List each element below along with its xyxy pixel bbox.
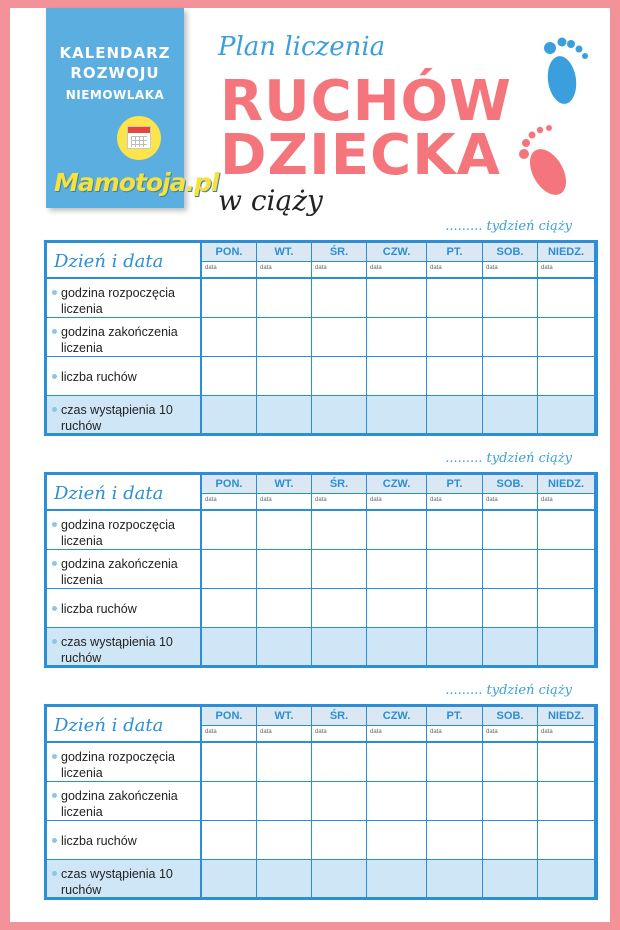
entry-cell [202,860,257,897]
entry-cell [538,628,595,665]
day-name: ŚR. [312,475,366,494]
bullet-dot [52,639,57,644]
row-label-text: godzina rozpoczęcia liczenia [61,518,175,548]
day-column-header [312,243,367,277]
table-row [47,782,595,821]
entry-cell [312,396,367,433]
day-name: ŚR. [312,243,366,262]
table-row [47,357,595,396]
day-date-label: data [260,265,272,271]
bullet-dot [52,407,57,412]
badge-line-2: ROZWOJU [70,64,160,82]
day-name: PON. [202,475,256,494]
entry-cell [312,743,367,781]
pink-footprint-icon [516,120,580,204]
bullet-dot [52,871,57,876]
day-date-label: data [430,265,442,271]
day-date-label: data [205,729,217,735]
entry-cell [257,589,312,627]
entry-cell [538,511,595,549]
day-name: CZW. [367,243,426,262]
bullet-dot [52,838,57,843]
day-column-header [367,707,427,741]
page-title-line-1: RUCHÓW [220,69,512,134]
entry-cell [483,396,538,433]
row-label-text: godzina zakończenia liczenia [61,557,178,587]
table-title: Dzień i data [47,475,202,509]
brand-logo: Mamotoja.pl [54,168,219,197]
table-row [47,550,595,589]
entry-cell [257,511,312,549]
bullet-dot [52,561,57,566]
entry-cell [483,821,538,859]
entry-cell [257,279,312,317]
entry-cell [538,279,595,317]
entry-cell [312,860,367,897]
entry-cell [367,821,427,859]
day-column-header [202,475,257,509]
counting-table [44,704,598,900]
page-title-line-3: w ciąży [218,184,323,217]
day-name: PT. [427,475,482,494]
day-date-label: data [205,265,217,271]
entry-cell [367,782,427,820]
entry-cell [367,589,427,627]
day-name: ŚR. [312,707,366,726]
entry-cell [427,782,483,820]
badge-line-3: NIEMOWLAKA [65,88,165,102]
day-name: NIEDZ. [538,243,594,262]
table-row [47,279,595,318]
day-column-header [367,475,427,509]
row-label [47,396,202,433]
day-date-label: data [260,729,272,735]
entry-cell [257,743,312,781]
entry-cell [367,396,427,433]
entry-cell [202,396,257,433]
entry-cell [367,511,427,549]
row-label [47,628,202,665]
day-date-label: data [430,729,442,735]
day-date-label: data [430,497,442,503]
entry-cell [312,357,367,395]
entry-cell [202,279,257,317]
day-column-header [538,243,595,277]
counting-table [44,472,598,668]
row-label [47,860,202,897]
entry-cell [367,550,427,588]
day-name: NIEDZ. [538,475,594,494]
day-column-header [257,475,312,509]
entry-cell [367,279,427,317]
entry-cell [257,318,312,356]
day-date-label: data [370,729,382,735]
entry-cell [202,782,257,820]
entry-cell [483,743,538,781]
table-row [47,318,595,357]
entry-cell [202,318,257,356]
entry-cell [483,511,538,549]
entry-cell [367,628,427,665]
day-date-label: data [486,729,498,735]
badge-line-1: KALENDARZ [59,44,171,62]
entry-cell [312,821,367,859]
entry-cell [312,318,367,356]
day-name: CZW. [367,707,426,726]
entry-cell [257,396,312,433]
day-date-label: data [486,497,498,503]
bullet-dot [52,329,57,334]
calendar-icon [117,116,161,160]
page-title-line-2: DZIECKA [220,123,502,188]
entry-cell [483,279,538,317]
day-date-label: data [315,265,327,271]
entry-cell [202,743,257,781]
entry-cell [367,357,427,395]
entry-cell [202,589,257,627]
entry-cell [202,550,257,588]
day-date-label: data [260,497,272,503]
week-of-pregnancy-label: ......... tydzień ciąży [445,219,572,234]
entry-cell [538,357,595,395]
day-name: SOB. [483,707,537,726]
entry-cell [427,743,483,781]
row-label [47,782,202,820]
entry-cell [367,743,427,781]
entry-cell [312,628,367,665]
bullet-dot [52,793,57,798]
day-column-header [427,243,483,277]
entry-cell [202,357,257,395]
poster-page [10,8,610,922]
table-row [47,860,595,897]
row-label-text: czas wystąpienia 10 ruchów [61,635,173,665]
entry-cell [427,318,483,356]
row-label [47,550,202,588]
day-column-header [202,707,257,741]
bullet-dot [52,606,57,611]
table-row [47,821,595,860]
counting-table [44,240,598,436]
entry-cell [367,318,427,356]
entry-cell [538,821,595,859]
entry-cell [538,396,595,433]
row-label-text: czas wystąpienia 10 ruchów [61,403,173,433]
entry-cell [427,821,483,859]
row-label [47,279,202,317]
entry-cell [538,589,595,627]
entry-cell [312,550,367,588]
entry-cell [427,589,483,627]
table-title: Dzień i data [47,707,202,741]
entry-cell [202,511,257,549]
table-row [47,396,595,433]
entry-cell [538,743,595,781]
entry-cell [367,860,427,897]
row-label-text: godzina zakończenia liczenia [61,789,178,819]
entry-cell [483,860,538,897]
entry-cell [538,318,595,356]
day-name: PON. [202,707,256,726]
day-name: CZW. [367,475,426,494]
entry-cell [538,860,595,897]
entry-cell [312,782,367,820]
day-date-label: data [370,265,382,271]
entry-cell [427,550,483,588]
day-column-header [312,475,367,509]
day-name: SOB. [483,475,537,494]
day-date-label: data [541,497,553,503]
entry-cell [427,511,483,549]
entry-cell [483,589,538,627]
day-name: PON. [202,243,256,262]
day-date-label: data [541,729,553,735]
entry-cell [427,396,483,433]
entry-cell [202,821,257,859]
day-date-label: data [205,497,217,503]
brand-badge [46,8,219,208]
bullet-dot [52,290,57,295]
entry-cell [483,628,538,665]
entry-cell [312,589,367,627]
entry-cell [312,279,367,317]
day-column-header [483,475,538,509]
day-name: PT. [427,243,482,262]
entry-cell [202,628,257,665]
page-subtitle: Plan liczenia [218,32,386,62]
blue-footprint-icon [540,32,594,112]
week-of-pregnancy-label: ......... tydzień ciąży [445,683,572,698]
table-header [47,475,595,511]
day-column-header [483,707,538,741]
table-row [47,628,595,665]
day-column-header [538,475,595,509]
entry-cell [427,860,483,897]
table-row [47,743,595,782]
bullet-dot [52,754,57,759]
day-column-header [257,707,312,741]
day-date-label: data [541,265,553,271]
bullet-dot [52,522,57,527]
day-column-header [427,707,483,741]
day-date-label: data [315,729,327,735]
entry-cell [257,782,312,820]
table-row [47,511,595,550]
day-column-header [312,707,367,741]
row-label-text: liczba ruchów [61,602,137,616]
day-column-header [367,243,427,277]
entry-cell [427,279,483,317]
entry-cell [257,628,312,665]
row-label [47,821,202,859]
row-label [47,318,202,356]
entry-cell [257,821,312,859]
day-name: SOB. [483,243,537,262]
entry-cell [483,357,538,395]
entry-cell [483,782,538,820]
entry-cell [257,860,312,897]
table-header [47,707,595,743]
row-label-text: liczba ruchów [61,834,137,848]
day-date-label: data [370,497,382,503]
row-label [47,357,202,395]
row-label [47,589,202,627]
row-label [47,511,202,549]
day-name: WT. [257,475,311,494]
week-of-pregnancy-label: ......... tydzień ciąży [445,451,572,466]
day-column-header [202,243,257,277]
day-date-label: data [486,265,498,271]
day-date-label: data [315,497,327,503]
day-name: PT. [427,707,482,726]
row-label-text: godzina zakończenia liczenia [61,325,178,355]
entry-cell [483,318,538,356]
table-header [47,243,595,279]
row-label [47,743,202,781]
entry-cell [257,357,312,395]
entry-cell [257,550,312,588]
day-name: WT. [257,707,311,726]
entry-cell [427,357,483,395]
entry-cell [538,782,595,820]
bullet-dot [52,374,57,379]
table-title: Dzień i data [47,243,202,277]
entry-cell [427,628,483,665]
day-name: WT. [257,243,311,262]
day-column-header [538,707,595,741]
entry-cell [538,550,595,588]
day-name: NIEDZ. [538,707,594,726]
entry-cell [483,550,538,588]
row-label-text: liczba ruchów [61,370,137,384]
row-label-text: czas wystąpienia 10 ruchów [61,867,173,897]
row-label-text: godzina rozpoczęcia liczenia [61,286,175,316]
row-label-text: godzina rozpoczęcia liczenia [61,750,175,780]
day-column-header [427,475,483,509]
table-row [47,589,595,628]
day-column-header [257,243,312,277]
day-column-header [483,243,538,277]
entry-cell [312,511,367,549]
